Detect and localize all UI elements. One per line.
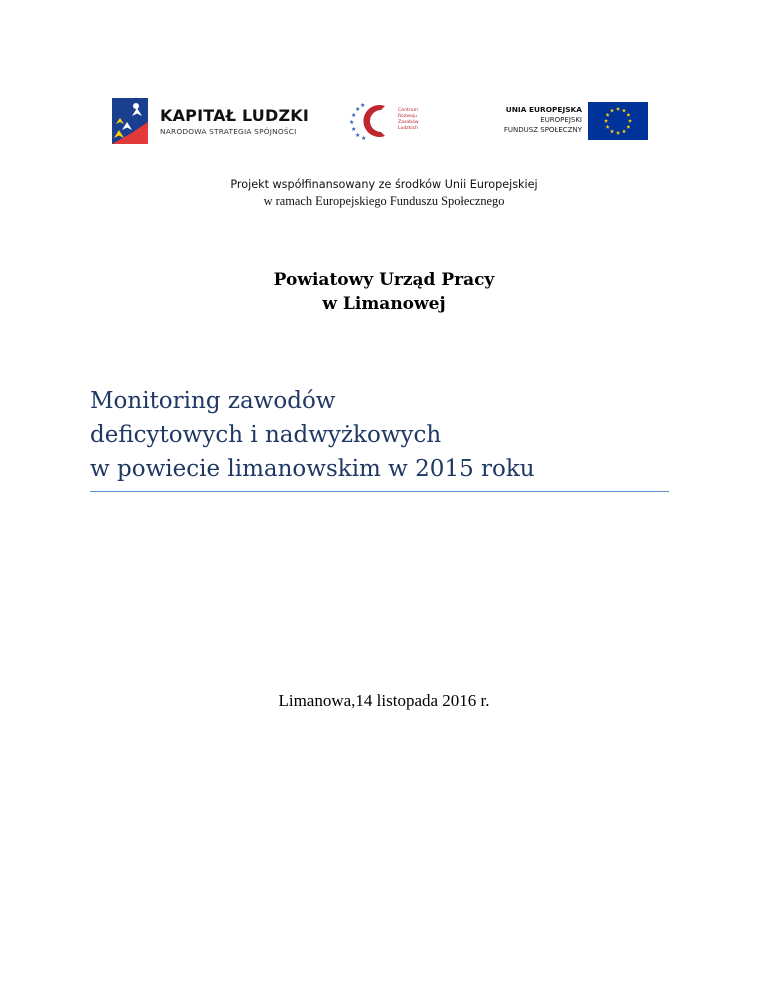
kapital-ludzki-subtitle: NARODOWA STRATEGIA SPÓJNOŚCI: [160, 127, 297, 136]
eu-logo-text: [504, 105, 582, 135]
eu-logo-line-fund: FUNDUSZ SPOŁECZNY: [503, 126, 582, 134]
eu-logo-line-european: EUROPEJSKI: [540, 116, 582, 124]
office-name-line-2: w Limanowej: [322, 294, 446, 314]
crzl-name-line: Rozwoju: [398, 114, 417, 119]
crzl-name-line: Ludzkich: [398, 126, 419, 131]
cofinancing-note-line-1: Projekt współfinansowany ze środków Unii Europejskiej: [230, 178, 538, 191]
svg-text:★: ★: [355, 106, 361, 113]
crzl-name-line: Centrum: [398, 108, 419, 113]
svg-text:★: ★: [360, 102, 366, 109]
cofinancing-note-line-2: w ramach Europejskiego Funduszu Społecznego: [263, 194, 505, 208]
kapital-ludzki-logo: [108, 94, 308, 150]
eu-logo: [488, 102, 648, 140]
office-name-line-1: Powiatowy Urząd Pracy: [273, 270, 495, 290]
crzl-name-line: Zasobów: [398, 120, 419, 125]
svg-text:★: ★: [351, 112, 357, 119]
kapital-ludzki-emblem-icon: [108, 94, 152, 148]
place-and-date: Limanowa,14 listopada 2016 r.: [278, 691, 490, 710]
crzl-logo: [349, 100, 431, 142]
document-title-line-3: w powiecie limanowskim w 2015 roku: [90, 456, 535, 482]
svg-text:★: ★: [349, 119, 355, 126]
cofinancing-note: [0, 177, 768, 209]
office-name: [0, 268, 768, 316]
eu-flag-icon: [588, 102, 648, 140]
svg-text:★: ★: [361, 135, 367, 142]
svg-text:★: ★: [351, 126, 357, 133]
eu-logo-line-union: UNIA EUROPEJSKA: [505, 105, 582, 114]
svg-text:★: ★: [355, 132, 361, 139]
document-title: [90, 384, 670, 486]
kapital-ludzki-title: KAPITAŁ LUDZKI: [160, 106, 310, 125]
document-title-line-2: deficytowych i nadwyżkowych: [90, 422, 442, 448]
title-underline: [90, 491, 669, 492]
crzl-name: [398, 108, 432, 132]
document-title-line-1: Monitoring zawodów: [90, 388, 336, 414]
crzl-emblem-icon: [349, 100, 393, 142]
